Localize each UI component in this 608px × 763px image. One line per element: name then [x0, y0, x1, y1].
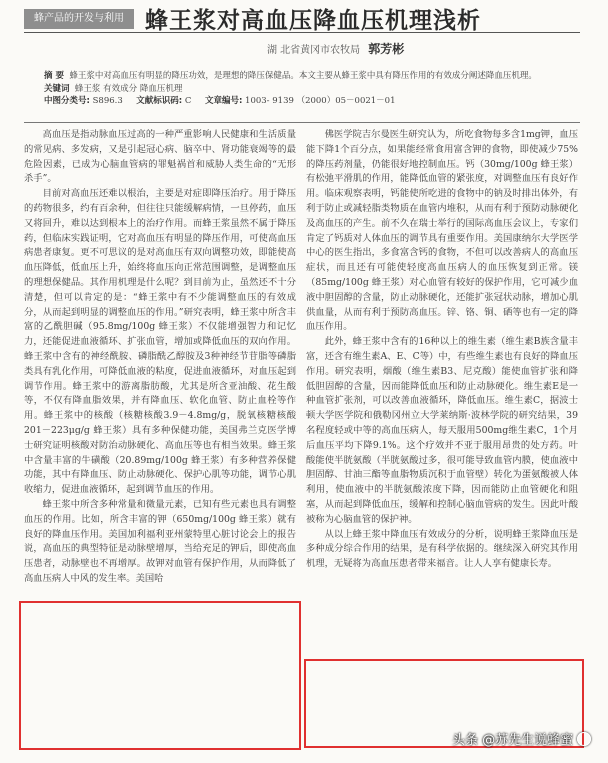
- column-tag: 蜂产品的开发与利用: [24, 9, 134, 29]
- meta-rule: [24, 122, 580, 123]
- doc-code-value: C: [184, 96, 192, 106]
- article-no-value: 1003- 9139 （2000）05－0021－01: [245, 96, 396, 106]
- clc-label: 中图分类号:: [44, 96, 90, 106]
- abstract-text: 蜂王浆中对高血压有明显的降压功效，是理想的降压保健品。本文主要从蜂王浆中具有降压作用的有效成分阐述降血压机理。: [69, 71, 537, 81]
- keywords-label: 关键词: [44, 83, 70, 94]
- abstract: [44, 70, 574, 83]
- body-paragraph: 佛医学院吉尔曼医生研究认为，所吃食物每多含1mg钾，血压能下降1个百分点，如果能经常食用富含钾的食物，即使减少75%的降压药剂量，仍能很好地控制血压。钙（30mg/100g 蜂王浆）有松弛平滑肌的作用，能降低血管的紧张度，对调整血压有良好作用。临床观察表明，钙能使所吃进的食物中的钠及时排出体外，有利于防止或减轻脂类物质在血管内堆积，从而有利于预防动脉硬化及高血压的产生。前不久在瑞士举行的国际高血压会议上，专家们肯定了钙质对人体血压的调节具有重要作用。美国康纳尔大学医学中心的医生指出，多食富含钙的食物，不但可以改善病人的高血压症状，而且还有可能使轻度高血压病人的血压恢复到正常。镁（85mg/100g 蜂王浆）对心血管有较好的保护作用，它可减少血液中胆固醇的含量，防止动脉硬化，还能扩张冠状动脉，增加心肌供血量，从而有利于预防高血压。锌、铬、铜、硒等也有一定的降血压作用。: [306, 129, 578, 333]
- body-paragraph: 此外，蜂王浆中含有的16种以上的维生素（维生素B族含量丰富，还含有维生素A、E、C等）中，有些维生素也有良好的降血压作用。研究表明，烟酸（维生素B3、尼克酸）能使血管扩张和降低胆固醇的含量，因而能降低血压和防止动脉硬化。维生素E是一种血管扩张剂，可以改善血液循环，降低血压。维生素C，据波士顿大学医学院和俄勒冈州立大学莱纳斯·波林学院的研究结果，39名程度轻或中等的高血压病人，每天服用500mg维生素C，1个月后血压平均下降9.1%。这个疗效并不亚于服用昂贵的处方药。叶酸能使半胱氨酸（半胱氨酸过多，很可能导致血管内膜，使血液中胆固醇、甘油三酯等血脂物质沉积于血管壁）转化为蛋氨酸被人体利用，使血液中的半胱氨酸浓度下降，因而能防止血管硬化和阻塞，从而起到降低血压，缓解和控制心脑血管病的发生。因此叶酸被称为心脑血管的保护神。: [306, 336, 578, 525]
- author-name: 郭芳彬: [368, 42, 405, 56]
- article-no-label: 文章编号:: [204, 96, 243, 106]
- watermark-text: 头条 @苏先生说蜂蜜: [452, 733, 574, 748]
- doc-code-label: 文献标识码:: [136, 96, 183, 106]
- article-title: 蜂王浆对高血压降血压机理浅析: [145, 8, 481, 34]
- classification-line: [44, 95, 574, 108]
- body-paragraph: 高血压是指动脉血压过高的一种严重影响人民健康和生活质量的常见病、多发病，又是引起冠心病、脑卒中、肾功能衰竭等的最危险因素，已成为心脑血管病的罪魁祸首和威胁人类生命的“无形杀手”。: [24, 129, 296, 185]
- watermark-icon: [577, 732, 591, 746]
- abstract-label: 摘 要: [44, 71, 64, 81]
- author-line: [267, 40, 404, 57]
- watermark: [452, 729, 591, 748]
- right-column: [306, 128, 578, 733]
- affiliation: 湖 北省黄冈市农牧局: [267, 45, 361, 56]
- clc-value: S896.3: [92, 96, 123, 106]
- body-paragraph: 从以上蜂王浆中降血压有效成分的分析，说明蜂王浆降血压是多种成分综合作用的结果，是有科学依据的。继续深入研究其作用机理，无疑将为高血压患者带来福音。让人人享有健康长寿。: [306, 528, 578, 570]
- body-paragraph: 目前对高血压还难以根治，主要是对症即降压治疗。用于降压的药物很多，约有百余种，但往往只能缓解病情，一旦停药，血压又将回升，难以达到根本上的治疗作用。而蜂王浆虽然不属于降压药，但临床实践证明，它对高血压有明显的降压作用，可使高血压病患者康复。更不可思议的是对高血压有双向调整功效，即能使高血压降低，低血压上升，始终将血压向正常范围调整，是调整血压的理想保健品。其作用机理是什么呢？到目前为止，虽然还不十分清楚，但可以肯定的是：“蜂王浆中有不少能调整血压的有效成分，从而起到明显的调整血压的作用。”研究表明，蜂王浆中所含丰富的乙酰胆碱（95.8mg/100g 蜂王浆）不仅能增强智力和记忆力，还能促进血液循环、扩张血管，增加或降低血压的双向作用。蜂王浆中含有的神经酰胺、磷脂酰乙醇胺及3种神经节苷脂等磷脂类具有乳化作用，可降低血液的粘度，促进血液循环，对血压起到调节作用。蜂王浆中的游离脂肪酸，尤其是所含亚油酸、花生酸等，不仅有降血脂效果，并有降血压、软化血管、防止血栓等作用。蜂王浆中的核酸（核糖核酸3.9－4.8mg/g，脱氧核糖核酸201－223μg/g 蜂王浆）具有多种保健功能，美国弗兰克医学博士研究证明核酸对防治动脉硬化、高血压等也有相当效果。蜂王浆中含量丰富的牛磺酸（20.89mg/100g 蜂王浆）有多种营养保健功能，其中有降血压、防止动脉硬化、保护心肌等功能，调节心肌收缩力，促进血液循环，起到调节血压的作用。: [24, 188, 296, 496]
- keywords-text: 蜂王浆 有效成分 降血压机理: [74, 83, 183, 94]
- body-paragraph: 蜂王浆中所含多种常量和微量元素，已知有些元素也具有调整血压的作用。比如，所含丰富的钾（650mg/100g 蜂王浆）就有良好的降血压作用。美国加利福利亚州蒙特里心脏讨论会上的报告说，高血压的典型特征是动脉壁增厚，当给充足的钾后，即使高血压患者，动脉壁也不再增厚。故钾对血管有保护作用，从而降低了高血压病人中风的发生率。美国哈: [24, 498, 296, 584]
- header-rule: [24, 32, 580, 33]
- article-meta: [44, 70, 574, 108]
- highlight-box-left: [19, 601, 301, 750]
- keywords: [44, 83, 574, 96]
